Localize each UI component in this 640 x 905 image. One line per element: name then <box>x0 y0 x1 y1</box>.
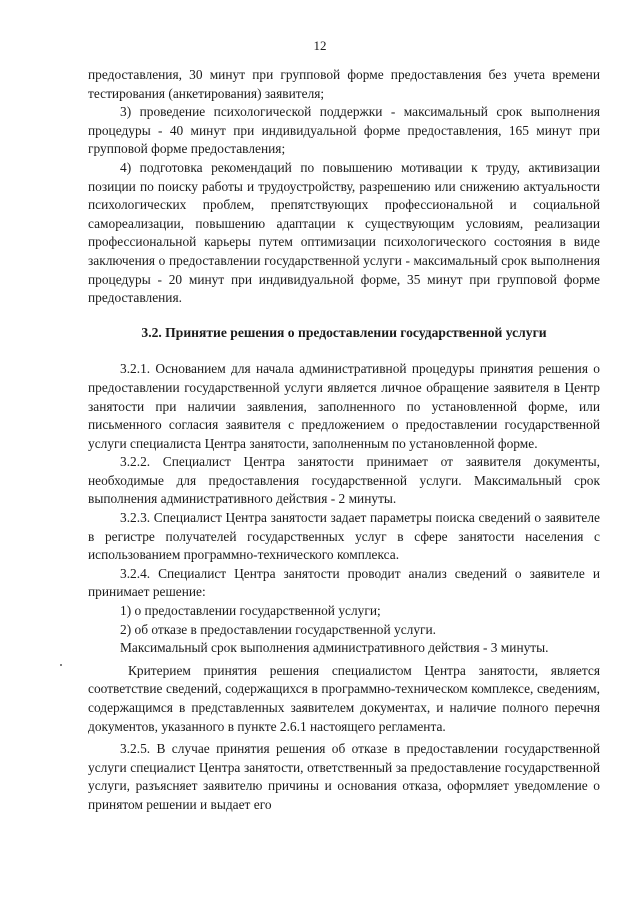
section-heading: 3.2. Принятие решения о предоставлении государственной услуги <box>141 324 547 340</box>
paragraph-max-time: Максимальный срок выполнения административного действия - 3 минуты. <box>120 640 549 656</box>
paragraph-3-2-1: 3.2.1. Основанием для начала административной процедуры принятия решения о предоставлении государственной услуги является личное обращение заявителя в Центр занятости при наличии заявления, заполненного по установленной форме, или письменного согласия заявителя с предложением о предоставлении государственной услуги специалиста Центра занятости, заполненным по установленной форме. <box>88 361 600 451</box>
scan-speck <box>60 664 62 666</box>
paragraph-3-2-5: 3.2.5. В случае принятия решения об отказе в предоставлении государственной услуги специалист Центра занятости, ответственный за предоставление государственной услуги, разъясняет заявителю причины и основания отказа, оформляет уведомление о принятом решении и выдает его <box>88 741 600 812</box>
paragraph-3-2-3: 3.2.3. Специалист Центра занятости задает параметры поиска сведений о заявителе в регистре получателей государственных услуг в сфере занятости населения с использованием программно-технического комплекса. <box>88 510 600 563</box>
page-number: 12 <box>313 38 327 53</box>
paragraph-3-2-4: 3.2.4. Специалист Центра занятости проводит анализ сведений о заявителе и принимает решение: <box>88 565 600 600</box>
paragraph-criterion: Критерием принятия решения специалистом Центра занятости, является соответствие сведений, содержащихся в программно-техническом комплексе, сведениям, содержащимся в представленных заявителем документах, и наличие полного перечня документов, указанного в пункте 2.6.1 настоящего регламента. <box>88 662 600 734</box>
paragraph-continuation: предоставления, 30 минут при групповой форме предоставления без учета времени тестирования (анкетирования) заявителя; <box>88 67 600 101</box>
decision-option-1: 1) о предоставлении государственной услуги; <box>120 603 381 619</box>
paragraph-3-2-2: 3.2.2. Специалист Центра занятости принимает от заявителя документы, необходимые для предоставления государственной услуги. Максимальный срок выполнения административного действия - 2 минуты. <box>88 454 600 507</box>
decision-option-2: 2) об отказе в предоставлении государственной услуги. <box>120 621 437 637</box>
paragraph-item-3: 3) проведение психологической поддержки - максимальный срок выполнения процедуры - 40 минут при индивидуальной форме предоставления, 165 минут при групповой форме предоставления; <box>88 104 600 157</box>
document-body <box>88 66 600 815</box>
paragraph-item-4: 4) подготовка рекомендаций по повышению мотивации к труду, активизации позиции по поиску работы и трудоустройству, разрешению или снижению актуальности психологических проблем, препятствующих профессиональной и социальной самореализации, повышению адаптации к существующим условиям, реализации профессиональной карьеры путем оптимизации психологического состояния в виде заключения о предоставлении государственной услуги - максимальный срок выполнения процедуры - 20 минут при индивидуальной форме, 35 минут при групповой форме предоставления. <box>88 159 600 306</box>
